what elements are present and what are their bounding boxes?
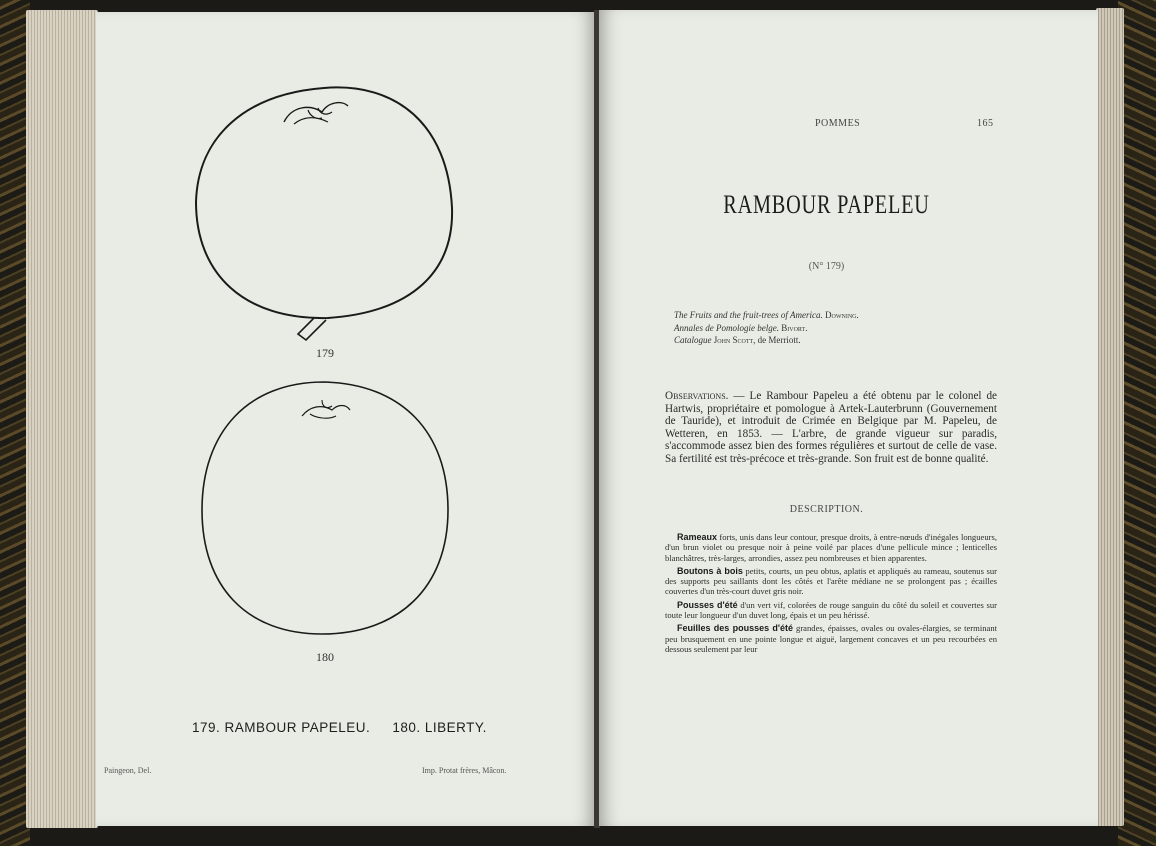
description-item: Pousses d'été d'un vert vif, colorées de rouge sanguin du côté du soleil et couvertes sur toute leur longueur d'un duvet long, épais et un peu hérissé.	[665, 599, 998, 621]
description-item: Feuilles des pousses d'été grandes, épaisses, ovales ou ovales-élargies, se terminant peu brusquement en une pointe longue et aiguë, largement concaves et un peu recourbées en dessous seulement par leur	[665, 623, 998, 654]
right-page-text	[599, 10, 1098, 826]
reference-item: Catalogue John Scott, de Merriott.	[674, 335, 801, 345]
page-number: 165	[977, 118, 994, 129]
page-title: RAMBOUR PAPELEU	[723, 190, 930, 219]
description-item: Boutons à bois petits, courts, un peu obtus, aplatis et appliqués au rameau, soutenus sur des supports peu saillants dont les côtés et l'arête médiane ne se prolongent pas ; écailles couvertes d'un très-court duvet gris noir.	[665, 565, 998, 597]
credit-printer: Imp. Protat frères, Mâcon.	[422, 766, 507, 775]
caption-rambour-papeleu: 179. RAMBOUR PAPELEU.	[192, 720, 371, 735]
apple-179-drawing	[196, 87, 452, 340]
figure-number-179: 179	[316, 346, 334, 360]
observations-text: — Le Rambour Papeleu a été obtenu par le colonel de Hartwis, propriétaire et pomologue à Artek-Lauterbrunn (Gouvernement de Tauride), et introduit de Crimée en Belgique par M. Papeleu, de Wetteren, en 1853. — L'arbre, de grande vigueur sur paradis, s'accommode assez bien des formes régulières et surtout de celle de vase. Sa fertilité est très-précoce et très-grande. Son fruit est de bonne qualité.	[665, 390, 998, 465]
observations-lead: Observations.	[665, 390, 729, 402]
credit-artist: Paingeon, Del.	[104, 766, 152, 775]
description-item: Rameaux forts, unis dans leur contour, presque droits, à entre-nœuds d'inégales longueurs, d'un brun violet ou presque noir à peine voilé par places d'une pellicule mince ; lenticelles blanchâtres, très-larges, arrondies, assez peu nombreuses et bien apparentes.	[665, 532, 997, 563]
reference-item: Annales de Pomologie belge. Bivort.	[674, 322, 808, 333]
caption-liberty: 180. LIBERTY.	[392, 720, 487, 735]
reference-item: The Fruits and the fruit-trees of America. Downing.	[674, 310, 859, 320]
running-head: POMMES	[815, 118, 861, 129]
figure-number-180: 180	[316, 650, 334, 664]
variety-number: (N° 179)	[808, 261, 845, 272]
page-edges-left	[26, 10, 98, 828]
plate-caption	[192, 720, 512, 735]
observations-paragraph	[665, 390, 997, 465]
description-heading: DESCRIPTION.	[789, 504, 864, 515]
left-page-plate	[96, 12, 595, 826]
apple-drawings	[96, 12, 595, 826]
page-edges-right	[1096, 8, 1124, 826]
description-body	[665, 532, 997, 657]
apple-180-drawing	[202, 382, 448, 634]
references	[674, 309, 859, 347]
